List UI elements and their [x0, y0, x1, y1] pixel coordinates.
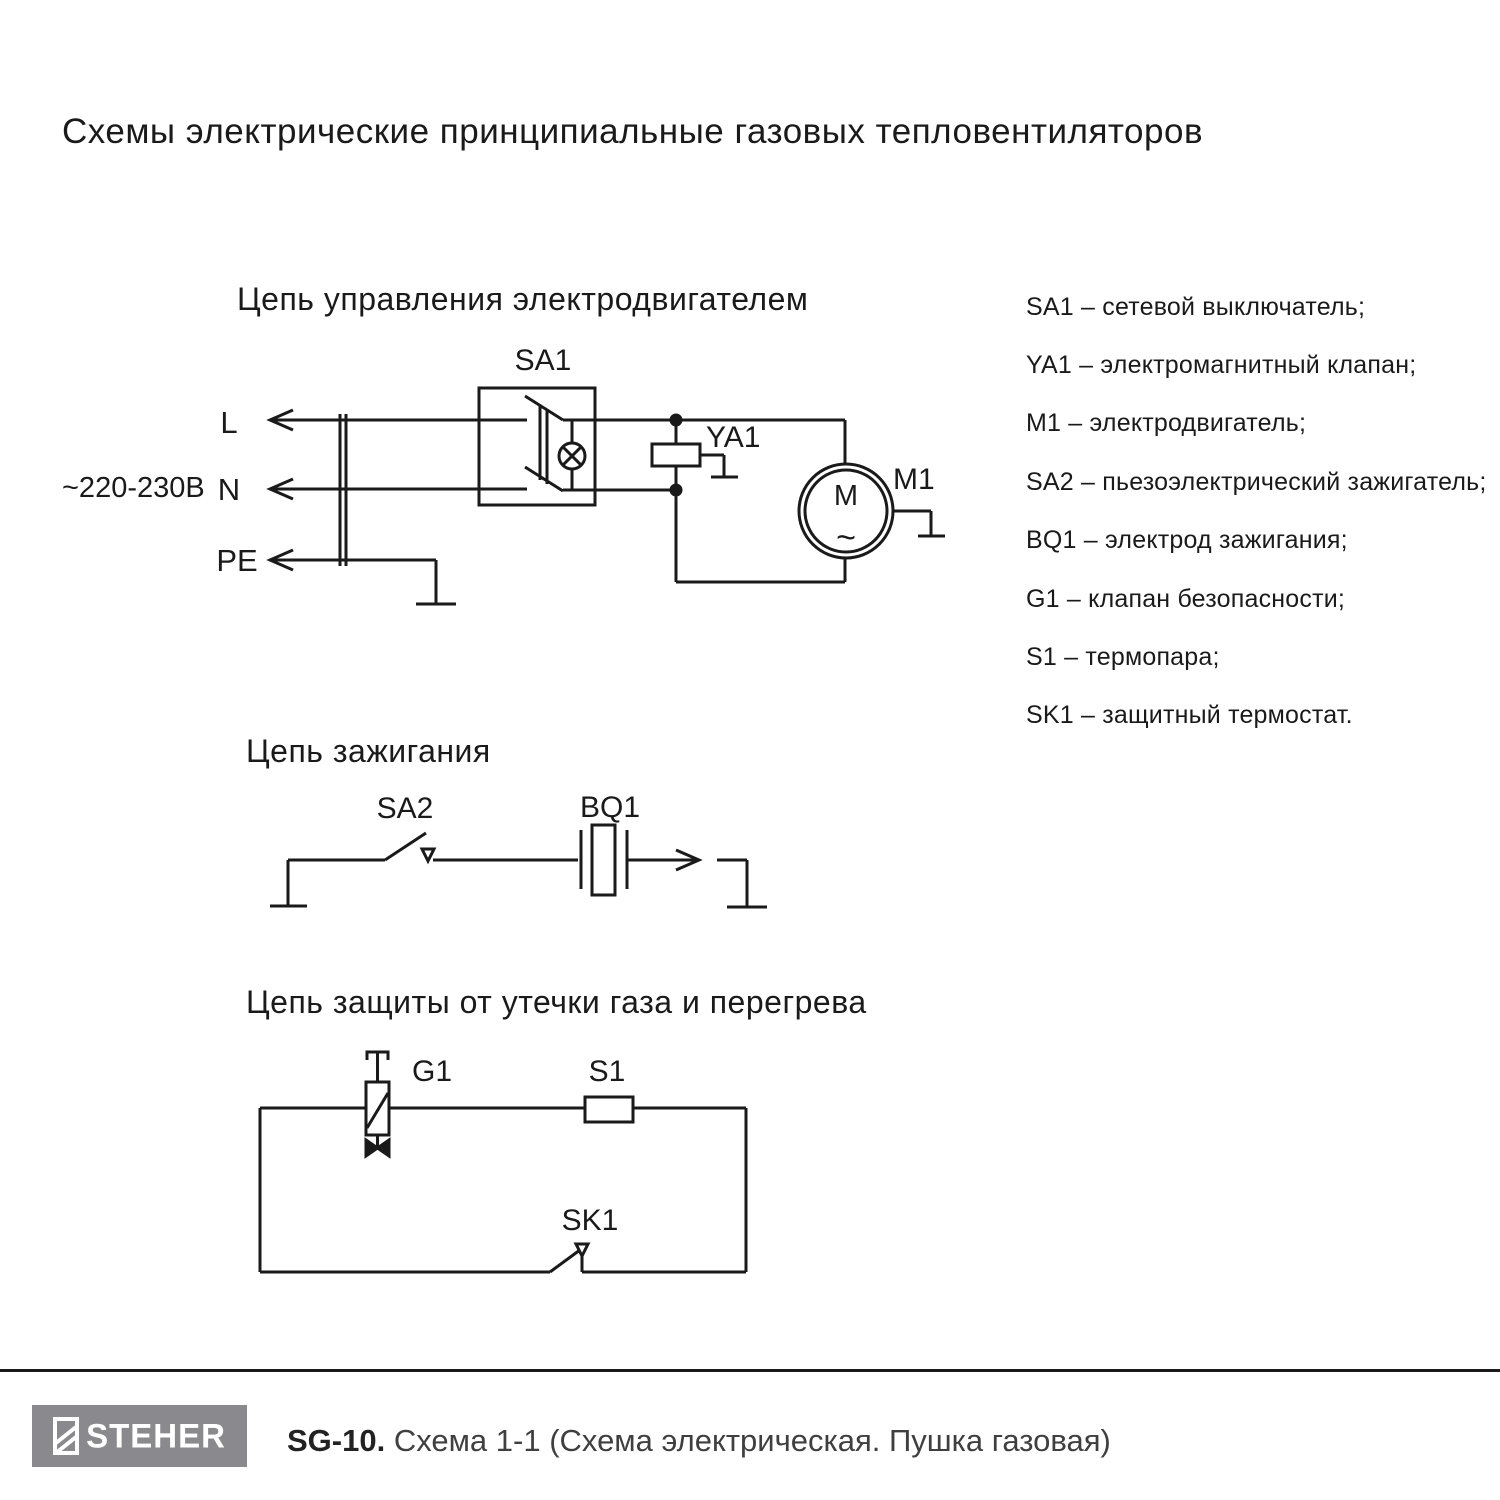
legend-item-bq1: BQ1 – электрод зажигания;: [1026, 526, 1348, 555]
sk1-thermostat-symbol: [550, 1244, 588, 1272]
steher-logo: [32, 1405, 247, 1467]
protection-loop: [260, 1108, 746, 1272]
legend-item-sk1: SK1 – защитный термостат.: [1026, 701, 1353, 730]
model-number: SG-10.: [287, 1423, 386, 1458]
ignition-circuit: [270, 791, 767, 907]
bq1-label: BQ1: [579, 791, 641, 824]
legend-item-sa2: SA2 – пьезоэлектрический зажигатель;: [1026, 467, 1487, 496]
line-terminal-label: L: [220, 405, 238, 440]
sa1-switch-symbol: [479, 388, 595, 505]
scheme-description: Схема 1-1 (Схема электрическая. Пушка газовая): [393, 1423, 1111, 1458]
voltage-label: ~220-230В: [62, 472, 205, 504]
m1-label: M1: [893, 463, 935, 496]
footer-caption: [287, 1423, 1111, 1459]
protection-circuit: [260, 1052, 746, 1272]
sk1-label: SK1: [561, 1204, 619, 1237]
steher-logo-icon: [53, 1417, 79, 1455]
mains-input-arrows: [270, 410, 527, 570]
g1-valve-symbol: [366, 1052, 389, 1156]
ignition-right-ground: [717, 860, 767, 907]
earth-terminal-label: PE: [216, 543, 258, 578]
sa2-label: SA2: [376, 792, 434, 825]
sa1-label: SA1: [514, 344, 572, 377]
footer-divider: [0, 1369, 1500, 1372]
legend-item-s1: S1 – термопара;: [1026, 643, 1220, 672]
motor-control-circuit: [62, 344, 945, 604]
motor-ac-symbol: ~: [836, 519, 856, 557]
legend-item-sa1: SA1 – сетевой выключатель;: [1026, 292, 1366, 321]
page-title: Схемы электрические принципиальные газовых тепловентиляторов: [62, 112, 1204, 151]
sa2-switch-symbol: [288, 833, 578, 861]
pe-ground-symbol: [416, 560, 456, 604]
g1-label: G1: [412, 1055, 453, 1088]
legend-item-ya1: YA1 – электромагнитный клапан;: [1026, 351, 1417, 380]
ya1-label: YA1: [706, 421, 761, 454]
brand-name: STEHER: [86, 1416, 226, 1455]
ignition-left-ground: [270, 860, 307, 906]
section-title-motor-control: Цепь управления электродвигателем: [237, 281, 809, 317]
motor-m-symbol: M: [833, 480, 859, 512]
s1-thermocouple-symbol: [585, 1097, 633, 1122]
section-title-ignition: Цепь зажигания: [246, 733, 491, 769]
neutral-terminal-label: N: [217, 472, 241, 507]
legend-item-g1: G1 – клапан безопасности;: [1026, 584, 1346, 613]
motor-wiring: [563, 415, 845, 582]
component-legend: [1026, 278, 1486, 745]
legend-item-m1: M1 – электродвигатель;: [1026, 409, 1307, 438]
s1-label: S1: [588, 1055, 626, 1088]
bq1-electrode-symbol: [581, 825, 699, 895]
section-title-protection: Цепь защиты от утечки газа и перегрева: [246, 984, 867, 1020]
